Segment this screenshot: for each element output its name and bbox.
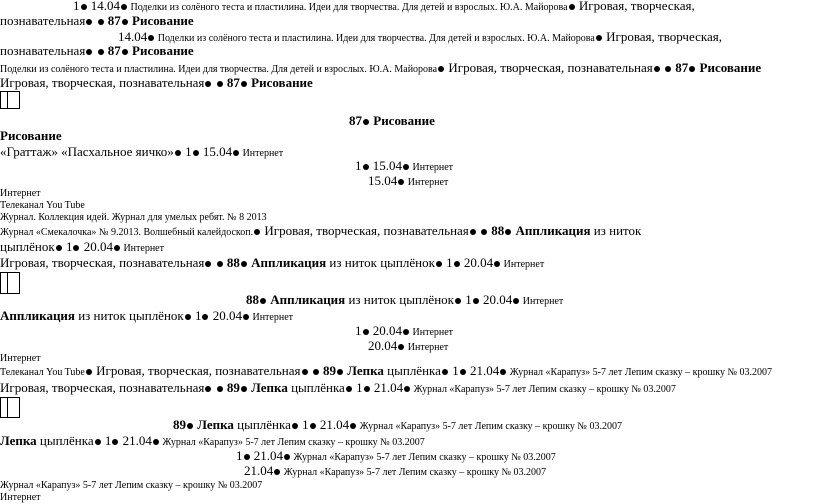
text-segment: Журнал «Карапуз» 5-7 лет Лепим сказку – крошку № 03.2007	[411, 384, 676, 395]
text-segment	[661, 60, 664, 75]
text-segment: 1	[352, 380, 363, 395]
text-segment: Интернет	[240, 148, 284, 159]
text-segment: 14.04	[87, 0, 120, 13]
text-segment: Журнал. Коллекция идей. Журнал для умелых ребят. № 8 2013	[0, 212, 267, 223]
text-segment: Аппликация	[512, 223, 591, 238]
bullet-icon	[346, 386, 352, 392]
text-segment: Журнал «Смекалочка» № 9.2013. Волшебный калейдоскоп.	[0, 227, 254, 238]
text-segment: 20.04	[460, 255, 494, 270]
text-segment: Интернет	[0, 188, 41, 199]
bullet-icon	[233, 150, 239, 156]
text-line	[355, 325, 453, 339]
text-segment: 89	[319, 363, 337, 378]
text-segment: познавательная	[0, 43, 86, 58]
bullet-icon	[665, 66, 671, 72]
text-segment: цыплёнка	[233, 417, 291, 432]
bullet-icon	[310, 423, 316, 429]
text-segment: 21.04	[316, 417, 350, 432]
bullet-icon	[438, 66, 444, 72]
text-segment: 1	[181, 144, 192, 159]
checkbox-placeholder	[0, 397, 20, 418]
bullet-icon	[404, 386, 410, 392]
bullet-icon	[470, 229, 476, 235]
bullet-icon	[494, 261, 500, 267]
text-segment: 20.04	[368, 338, 398, 353]
bullet-icon	[243, 314, 249, 320]
text-segment: познавательная	[0, 13, 86, 28]
text-segment: Рисование	[128, 43, 194, 58]
text-line	[0, 310, 293, 324]
text-segment: Интернет	[410, 327, 454, 338]
bullet-icon	[193, 150, 199, 156]
text-segment: Интернет	[520, 296, 564, 307]
text-segment: 15.04	[199, 144, 233, 159]
text-segment: 1	[62, 239, 73, 254]
text-segment: Игровая, творческая,	[602, 29, 722, 44]
bullet-icon	[86, 19, 92, 25]
bullet-icon	[363, 164, 369, 170]
text-segment: Журнал «Карапуз» 5-7 лет Лепим сказку – крошку № 03.2007	[357, 421, 622, 432]
text-line	[368, 340, 448, 354]
text-line	[0, 365, 772, 379]
bullet-icon	[95, 439, 101, 445]
text-segment: цыплёнка	[36, 433, 94, 448]
text-segment: 1	[298, 417, 309, 432]
text-segment: 89	[223, 380, 240, 395]
text-segment: Игровая, творческая, познавательная	[92, 363, 301, 378]
text-segment: 21.04	[244, 463, 274, 478]
bullet-icon	[313, 369, 319, 375]
text-line	[0, 200, 85, 212]
text-segment: 20.04	[479, 292, 513, 307]
text-line	[0, 77, 313, 91]
text-segment: 20.04	[369, 323, 402, 338]
bullet-icon	[98, 19, 104, 25]
text-segment: 1	[101, 433, 112, 448]
text-segment: Интернет	[405, 177, 449, 188]
bullet-icon	[454, 261, 460, 267]
text-segment: 15.04	[368, 173, 398, 188]
text-segment: Интернет	[0, 353, 41, 364]
bullet-icon	[436, 261, 442, 267]
text-line	[118, 31, 722, 45]
text-segment: Игровая, творческая, познавательная	[445, 60, 653, 75]
text-segment: 87	[349, 113, 362, 128]
bullet-icon	[302, 369, 308, 375]
text-line	[0, 188, 41, 200]
text-line	[349, 115, 435, 129]
text-segment: Интернет	[249, 312, 294, 323]
bullet-icon	[112, 439, 118, 445]
text-line	[0, 62, 761, 76]
text-line	[0, 353, 41, 365]
text-segment: 20.04	[209, 308, 242, 323]
text-segment: Интернет	[120, 243, 164, 254]
bullet-icon	[473, 298, 479, 304]
text-segment: 1	[442, 255, 453, 270]
text-line	[244, 465, 546, 479]
text-segment: Поделки из солёного теста и пластилина. Идеи для творчества. Для детей и взрослых. Ю.А. Майорова	[128, 2, 568, 13]
text-segment: 87	[104, 43, 121, 58]
text-line	[0, 241, 164, 255]
checkbox-placeholder	[0, 272, 20, 294]
text-segment: 1	[191, 308, 202, 323]
text-segment: 20.04	[80, 239, 113, 254]
text-segment: Телеканал You Tube	[0, 200, 85, 211]
bullet-icon	[205, 386, 211, 392]
text-segment: 88	[488, 223, 505, 238]
bullet-icon	[337, 369, 343, 375]
bullet-icon	[187, 423, 193, 429]
text-segment: цыплёнок	[0, 239, 55, 254]
text-line	[368, 175, 448, 189]
text-segment: 88	[223, 255, 240, 270]
bullet-icon	[460, 369, 466, 375]
bullet-icon	[364, 386, 370, 392]
text-segment	[212, 380, 215, 395]
text-segment: Интернет	[0, 492, 41, 503]
text-segment: Игровая, творческая, познавательная	[0, 255, 205, 270]
bullet-icon	[122, 19, 128, 25]
text-segment	[212, 75, 215, 90]
text-segment: Рисование	[370, 113, 435, 128]
text-segment: из ниток	[590, 223, 642, 238]
text-segment: Рисование	[128, 13, 194, 28]
bullet-icon	[217, 81, 223, 87]
text-segment: Интернет	[405, 342, 449, 353]
text-segment: Аппликация	[247, 255, 327, 270]
text-segment: Игровая, творческая, познавательная	[261, 223, 469, 238]
text-segment: Рисование	[696, 60, 762, 75]
bullet-icon	[363, 119, 369, 125]
text-segment: 1	[461, 292, 472, 307]
text-segment: 87	[223, 75, 240, 90]
text-segment: 15.04	[369, 158, 402, 173]
bullet-icon	[98, 49, 104, 55]
text-segment: Рисование	[0, 128, 62, 143]
bullet-icon	[569, 4, 575, 10]
text-segment: Игровая, творческая,	[575, 0, 695, 13]
text-segment: Журнал «Карапуз» 5-7 лет Лепим сказку – крошку № 03.2007	[281, 467, 547, 478]
text-segment: Интернет	[501, 259, 545, 270]
bullet-icon	[205, 81, 211, 87]
bullet-icon	[217, 261, 223, 267]
bullet-icon	[73, 245, 79, 251]
bullet-icon	[350, 423, 356, 429]
bullet-icon	[202, 314, 208, 320]
text-segment: из ниток цыплёнок	[74, 308, 184, 323]
bullet-icon	[86, 49, 92, 55]
text-segment: Рисование	[247, 75, 313, 90]
text-line	[173, 419, 622, 433]
bullet-icon	[398, 179, 404, 185]
text-segment: Поделки из солёного теста и пластилина. Идеи для творчества. Для детей и взрослых. Ю.А. Майорова	[0, 64, 438, 75]
text-segment: Лепка	[247, 380, 288, 395]
bullet-icon	[185, 314, 191, 320]
text-line	[0, 480, 262, 492]
bullet-icon	[81, 4, 87, 10]
bullet-icon	[500, 369, 506, 375]
text-segment: Журнал «Карапуз» 5-7 лет Лепим сказку – крошку № 03.2007	[159, 437, 425, 448]
text-segment: 14.04	[118, 29, 148, 44]
bullet-icon	[403, 164, 409, 170]
text-segment: 21.04	[119, 433, 152, 448]
bullet-icon	[244, 454, 250, 460]
text-line	[0, 130, 62, 144]
bullet-icon	[505, 229, 511, 235]
text-line	[0, 146, 283, 160]
checkbox-placeholder	[0, 91, 20, 109]
bullet-icon	[689, 66, 695, 72]
text-segment: 88	[246, 292, 259, 307]
text-segment	[212, 255, 215, 270]
text-line	[0, 15, 194, 29]
text-line	[246, 294, 563, 308]
bullet-icon	[241, 81, 247, 87]
text-segment: 1	[355, 158, 362, 173]
text-segment: Лепка	[194, 417, 234, 432]
bullet-icon	[56, 245, 62, 251]
text-segment	[309, 363, 312, 378]
text-segment: из ниток цыплёнок	[345, 292, 454, 307]
text-segment: 21.04	[250, 448, 283, 463]
text-line	[0, 45, 194, 59]
bullet-icon	[260, 298, 266, 304]
bullet-icon	[363, 329, 369, 335]
text-segment: 21.04	[370, 380, 404, 395]
text-line	[0, 257, 544, 271]
bullet-icon	[86, 369, 92, 375]
text-segment: Телеканал You Tube	[0, 367, 85, 378]
bullet-icon	[153, 439, 159, 445]
bullet-icon	[403, 329, 409, 335]
text-line	[0, 212, 267, 224]
text-segment: из ниток цыплёнок	[326, 255, 435, 270]
text-line	[0, 435, 425, 449]
text-line	[0, 492, 41, 504]
bullet-icon	[241, 386, 247, 392]
text-line	[355, 160, 453, 174]
text-segment: 87	[104, 13, 121, 28]
bullet-icon	[654, 66, 660, 72]
bullet-icon	[274, 469, 280, 475]
text-segment: 21.04	[466, 363, 500, 378]
bullet-icon	[217, 386, 223, 392]
bullet-icon	[398, 344, 404, 350]
bullet-icon	[292, 423, 298, 429]
text-segment: Аппликация	[0, 308, 75, 323]
text-segment: Интернет	[410, 162, 454, 173]
bullet-icon	[122, 49, 128, 55]
bullet-icon	[121, 4, 127, 10]
text-segment: 1	[73, 0, 80, 13]
text-segment: Журнал «Карапуз» 5-7 лет Лепим сказку – крошку № 03.2007	[507, 367, 772, 378]
text-segment: Лепка	[344, 363, 384, 378]
text-segment: Журнал «Карапуз» 5-7 лет Лепим сказку – крошку № 03.2007	[291, 452, 556, 463]
text-segment	[93, 13, 96, 28]
text-segment: Игровая, творческая, познавательная	[0, 380, 205, 395]
bullet-icon	[114, 245, 120, 251]
bullet-icon	[513, 298, 519, 304]
text-segment: 1	[355, 323, 362, 338]
text-segment: Аппликация	[267, 292, 346, 307]
bullet-icon	[254, 229, 260, 235]
text-segment	[93, 43, 96, 58]
bullet-icon	[148, 35, 154, 41]
bullet-icon	[175, 150, 181, 156]
text-segment: 1	[448, 363, 459, 378]
text-segment: «Граттаж» «Пасхальное яичко»	[0, 144, 174, 159]
text-segment: 89	[173, 417, 186, 432]
text-segment: Журнал «Карапуз» 5-7 лет Лепим сказку – крошку № 03.2007	[0, 480, 263, 491]
text-segment: 87	[672, 60, 689, 75]
bullet-icon	[442, 369, 448, 375]
text-line	[0, 382, 676, 396]
bullet-icon	[481, 229, 487, 235]
bullet-icon	[455, 298, 461, 304]
text-segment: Поделки из солёного теста и пластилина. Идеи для творчества. Для детей и взрослых. Ю.А. Майорова	[155, 33, 595, 44]
text-segment: 1	[236, 448, 243, 463]
bullet-icon	[284, 454, 290, 460]
text-segment: цыплёнка	[287, 380, 345, 395]
text-line	[0, 225, 641, 239]
text-line	[73, 0, 695, 14]
text-segment	[477, 223, 480, 238]
text-segment: цыплёнка	[383, 363, 441, 378]
text-segment: Лепка	[0, 433, 37, 448]
text-segment: Игровая, творческая, познавательная	[0, 75, 205, 90]
bullet-icon	[596, 35, 602, 41]
bullet-icon	[241, 261, 247, 267]
text-line	[236, 450, 556, 464]
bullet-icon	[205, 261, 211, 267]
